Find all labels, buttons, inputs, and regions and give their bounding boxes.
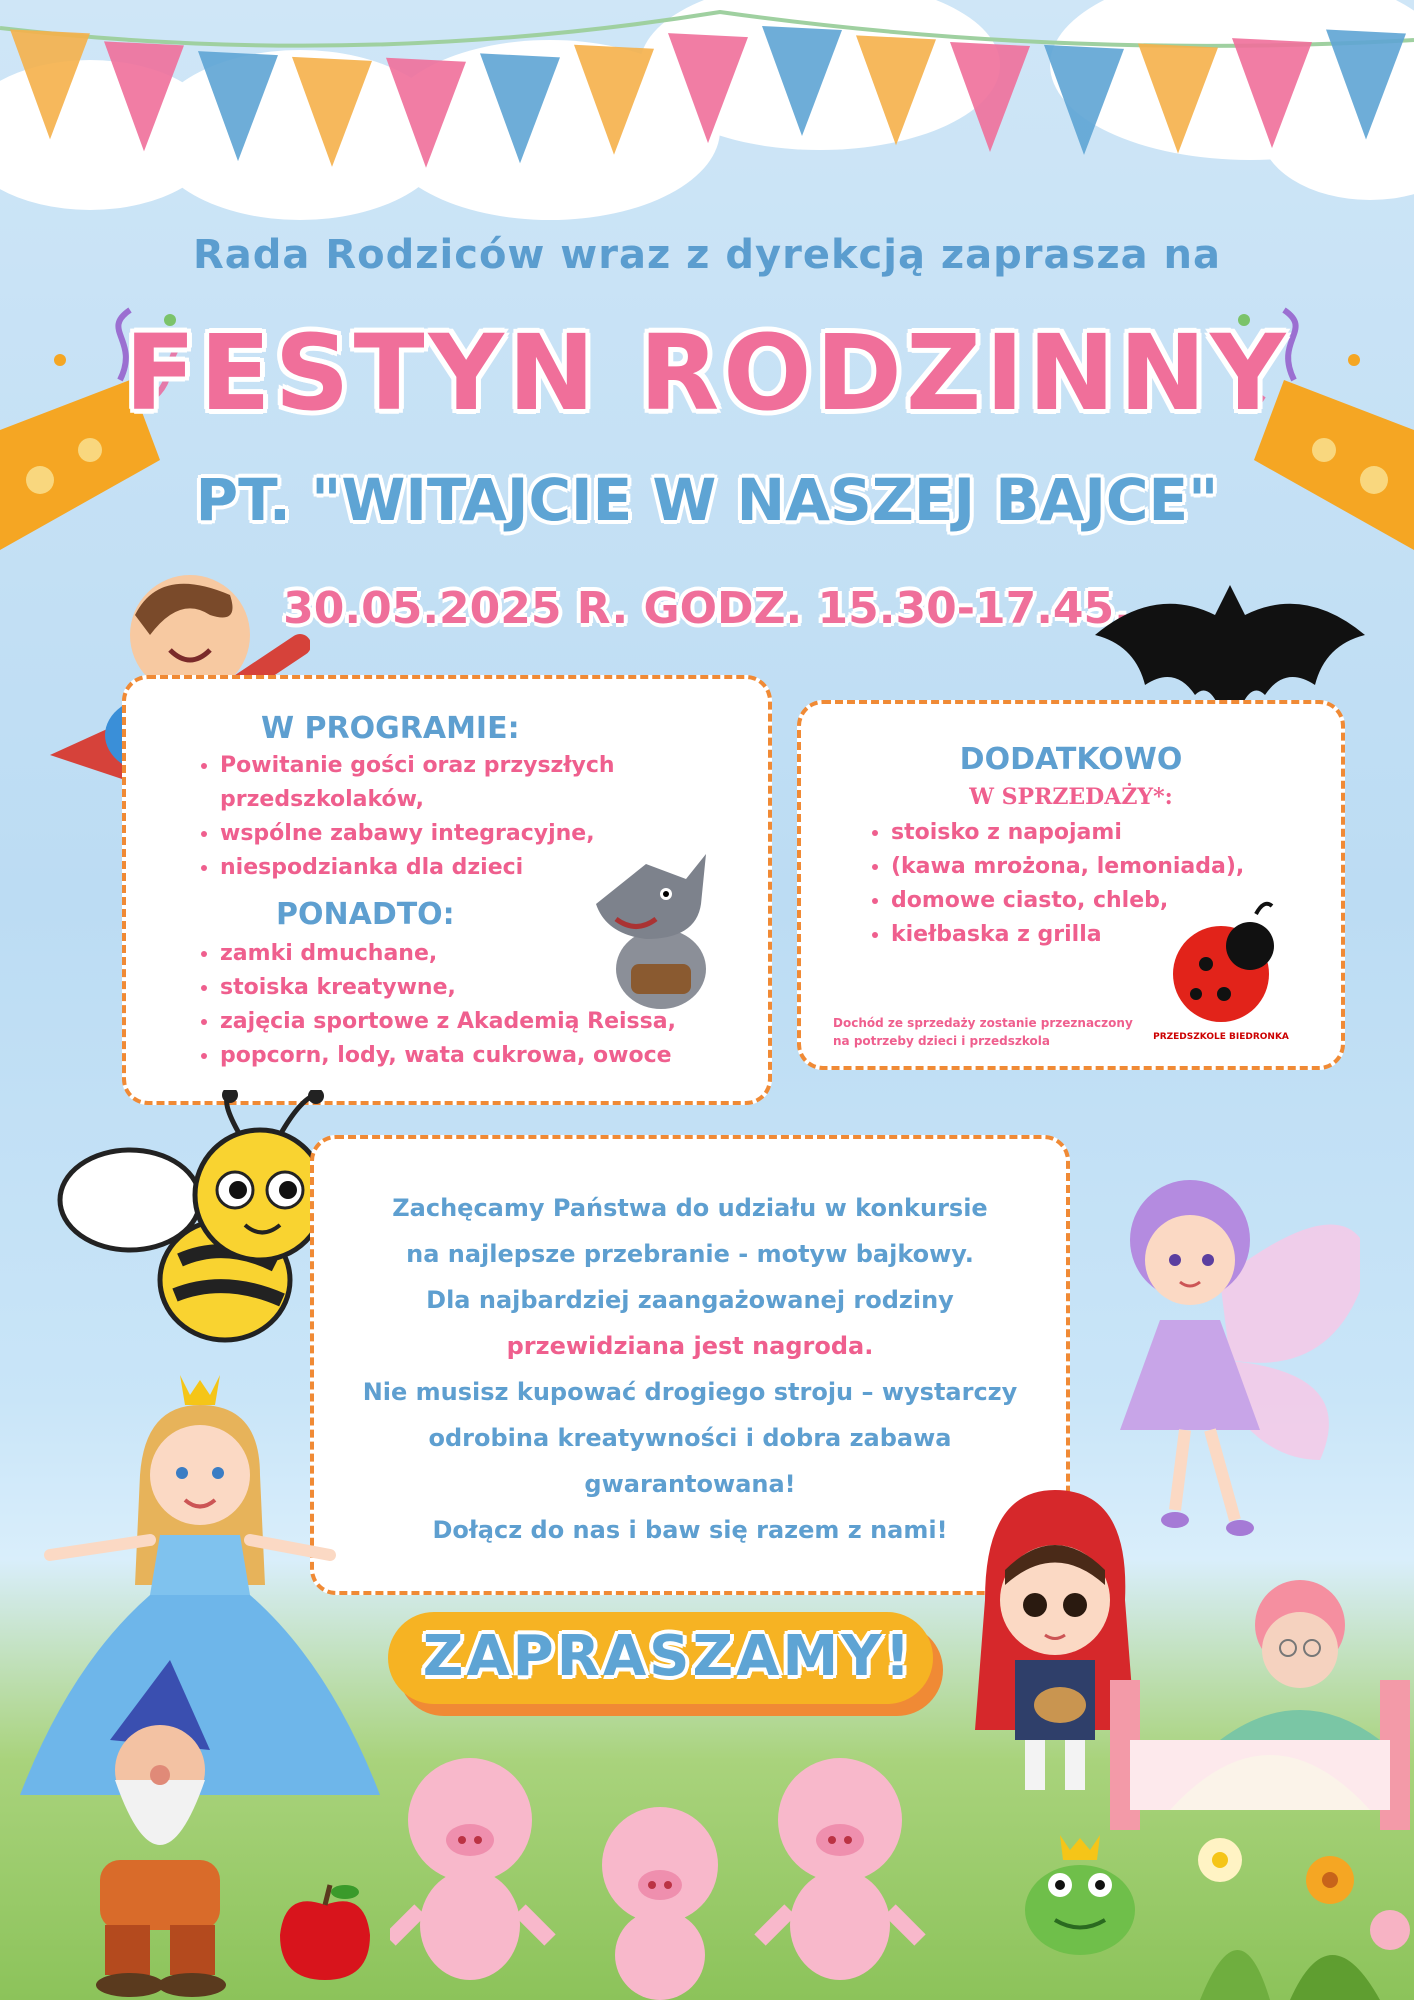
invite-line: Rada Rodziców wraz z dyrekcją zaprasza na xyxy=(192,232,1221,278)
more-heading: PONADTO: xyxy=(276,897,455,932)
contest-line: Dla najbardziej zaangażowanej rodziny xyxy=(426,1286,954,1314)
contest-line: Zachęcamy Państwa do udziału w konkursie xyxy=(392,1194,988,1222)
pig xyxy=(390,1758,550,1980)
program-card xyxy=(122,675,772,1105)
bunting-flag xyxy=(10,29,90,139)
event-subtitle: PT. "WITAJCIE W NASZEJ BAJCE" xyxy=(195,466,1219,534)
contest-text xyxy=(314,1185,1066,1553)
footnote-line: na potrzeby dzieci i przedszkola xyxy=(833,1034,1051,1048)
list-item: • domowe ciasto, chleb, xyxy=(891,884,1311,918)
bunting-flag xyxy=(386,58,466,168)
flowers-icon xyxy=(1180,1820,1414,2000)
bunting-flag xyxy=(668,33,748,143)
pig xyxy=(602,1807,718,2000)
ladybug-logo xyxy=(1146,894,1296,1044)
list-item: • stoiska kreatywne, xyxy=(220,971,780,1005)
list-item: • (kawa mrożona, lemoniada), xyxy=(891,850,1311,884)
contest-line: Nie musisz kupować drogiego stroju – wystarczy xyxy=(362,1378,1018,1406)
bunting-flag xyxy=(1044,45,1124,155)
contest-line: na najlepsze przebranie - motyw bajkowy. xyxy=(406,1240,974,1268)
event-date-time: 30.05.2025 R. GODZ. 15.30-17.45. xyxy=(283,583,1131,634)
list-item: • kiełbaska z grilla xyxy=(891,918,1311,952)
bunting-flag xyxy=(1232,38,1312,148)
dwarf-icon xyxy=(60,1660,240,2000)
grandmother-in-bed-icon xyxy=(1110,1580,1410,1840)
extra-subheading: W SPRZEDAŻY*: xyxy=(969,784,1173,810)
bunting-flag xyxy=(104,41,184,151)
list-item: • zamki dmuchane, xyxy=(220,937,780,971)
bunting-flag xyxy=(856,35,936,145)
extra-card xyxy=(797,700,1345,1070)
list-item: • popcorn, lody, wata cukrowa, owoce xyxy=(220,1039,780,1073)
list-item: • Powitanie gości oraz przyszłych przedszkolaków, xyxy=(220,749,680,817)
bunting-flag xyxy=(1138,44,1218,154)
footnote-line: Dochód ze sprzedaży zostanie przeznaczony xyxy=(833,1016,1133,1030)
page-title: FESTYN RODZINNY xyxy=(124,312,1290,434)
bunting-decoration xyxy=(0,0,1414,220)
pig xyxy=(760,1758,920,1980)
bunting-flag xyxy=(292,57,372,167)
extra-heading: DODATKOWO xyxy=(959,742,1183,777)
bee-icon xyxy=(50,1090,340,1360)
bunting-flag xyxy=(198,51,278,161)
frog-prince-icon xyxy=(1005,1830,1145,1970)
contest-line: przewidziana jest nagroda. xyxy=(506,1332,874,1360)
cta-label: ZAPRASZAMY! xyxy=(422,1624,914,1689)
list-item: • niespodzianka dla dzieci xyxy=(220,851,680,885)
contest-line: gwarantowana! xyxy=(584,1470,796,1498)
list-item: • stoisko z napojami xyxy=(891,816,1311,850)
wolf-icon xyxy=(576,844,726,1014)
bunting-flag xyxy=(950,42,1030,152)
three-little-pigs-icon xyxy=(390,1740,950,2000)
apple-icon xyxy=(270,1880,380,1990)
program-heading: W PROGRAMIE: xyxy=(261,711,520,746)
bunting-flag xyxy=(574,45,654,155)
sales-footnote xyxy=(833,1014,1133,1050)
list-item: • wspólne zabawy integracyjne, xyxy=(220,817,680,851)
logo-text: PRZEDSZKOLE BIEDRONKA xyxy=(1153,1032,1289,1042)
list-item: • zajęcia sportowe z Akademią Reissa, xyxy=(220,1005,780,1039)
bunting-flag xyxy=(1326,30,1406,140)
bunting-flag xyxy=(762,26,842,136)
contest-line: odrobina kreatywności i dobra zabawa xyxy=(428,1424,952,1452)
bunting-flag xyxy=(480,53,560,163)
contest-line: Dołącz do nas i baw się razem z nami! xyxy=(432,1516,948,1544)
